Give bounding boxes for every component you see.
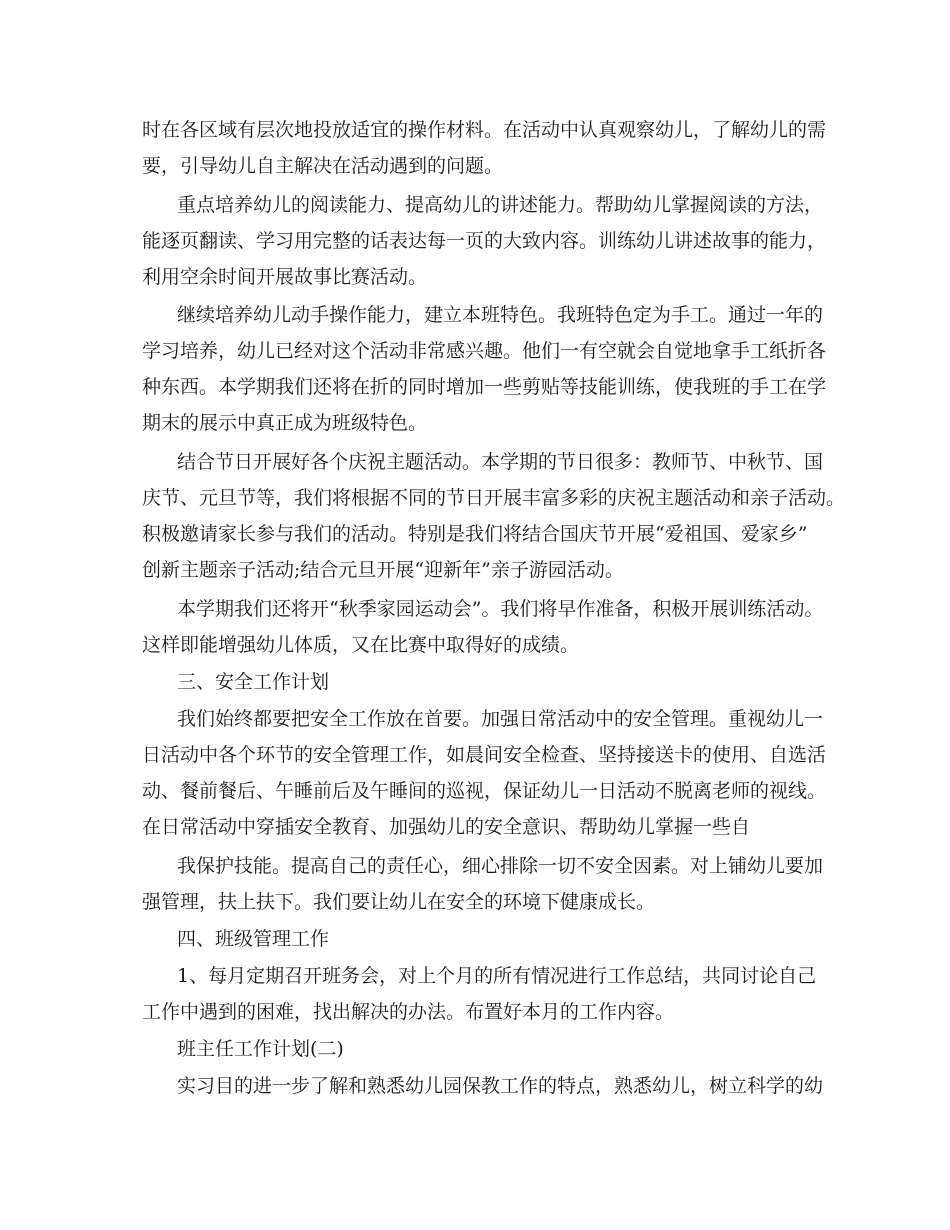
text-line: 要，引导幼儿自主解决在活动遇到的问题。 bbox=[142, 155, 504, 177]
section-heading: 班主任工作计划(二) bbox=[177, 1038, 344, 1060]
text-line: 学习培养，幼儿已经对这个活动非常感兴趣。他们一有空就会自觉地拿手工纸折各 bbox=[142, 340, 827, 362]
text-line: 实习目的进一步了解和熟悉幼儿园保教工作的特点，熟悉幼儿，树立科学的幼 bbox=[177, 1075, 824, 1097]
text-line: 庆节、元旦节等，我们将根据不同的节日开展丰富多彩的庆祝主题活动和亲子活动。 bbox=[142, 487, 846, 509]
section-heading: 三、安全工作计划 bbox=[177, 671, 330, 693]
text-line: 重点培养幼儿的阅读能力、提高幼儿的讲述能力。帮助幼儿掌握阅读的方法， bbox=[177, 194, 824, 216]
text-line: 我保护技能。提高自己的责任心，细心排除一切不安全因素。对上铺幼儿要加 bbox=[177, 855, 824, 877]
text-line: 这样即能增强幼儿体质，又在比赛中取得好的成绩。 bbox=[142, 634, 580, 656]
text-line: 时在各区域有层次地投放适宜的操作材料。在活动中认真观察幼儿，了解幼儿的需 bbox=[142, 119, 827, 141]
section-heading: 四、班级管理工作 bbox=[177, 928, 330, 950]
text-line: 能逐页翻读、学习用完整的话表达每一页的大致内容。训练幼儿讲述故事的能力， bbox=[142, 230, 827, 252]
text-line: 积极邀请家长参与我们的活动。特别是我们将结合国庆节开展“爱祖国、爱家乡” bbox=[142, 523, 808, 545]
text-line: 1、每月定期召开班务会，对上个月的所有情况进行工作总结，共同讨论自己 bbox=[177, 965, 817, 987]
text-line: 日活动中各个环节的安全管理工作，如晨间安全检查、坚持接送卡的使用、自选活 bbox=[142, 744, 827, 766]
text-line: 我们始终都要把安全工作放在首要。加强日常活动中的安全管理。重视幼儿一 bbox=[177, 708, 824, 730]
text-line: 创新主题亲子活动;结合元旦开展“迎新年”亲子游园活动。 bbox=[142, 559, 624, 581]
text-line: 强管理，扶上扶下。我们要让幼儿在安全的环境下健康成长。 bbox=[142, 891, 656, 913]
text-line: 本学期我们还将开“秋季家园运动会”。我们将早作准备，积极开展训练活动。 bbox=[177, 598, 824, 620]
text-line: 利用空余时间开展故事比赛活动。 bbox=[142, 266, 428, 288]
text-line: 种东西。本学期我们还将在折的同时增加一些剪贴等技能训练，使我班的手工在学 bbox=[142, 376, 827, 398]
text-line: 结合节日开展好各个庆祝主题活动。本学期的节日很多：教师节、中秋节、国 bbox=[177, 451, 824, 473]
text-line: 工作中遇到的困难，找出解决的办法。布置好本月的工作内容。 bbox=[142, 1001, 675, 1023]
text-line: 继续培养幼儿动手操作能力，建立本班特色。我班特色定为手工。通过一年的 bbox=[177, 304, 824, 326]
text-line: 动、餐前餐后、午睡前后及午睡间的巡视，保证幼儿一日活动不脱离老师的视线。 bbox=[142, 780, 827, 802]
text-line: 期末的展示中真正成为班级特色。 bbox=[142, 412, 428, 434]
text-line: 在日常活动中穿插安全教育、加强幼儿的安全意识、帮助幼儿掌握一些自 bbox=[142, 816, 751, 838]
